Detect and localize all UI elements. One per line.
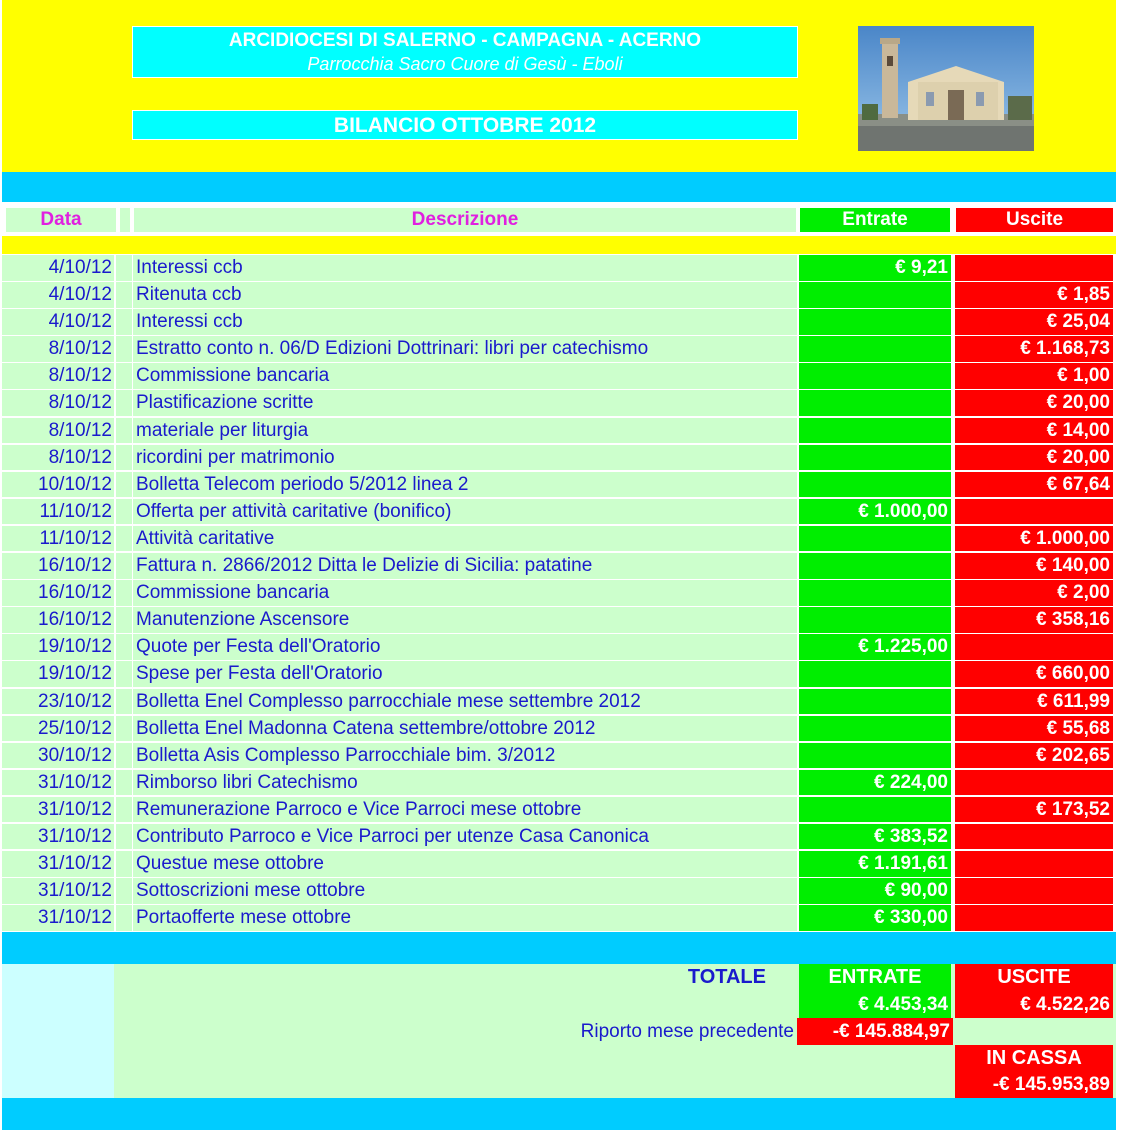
title-banner (132, 26, 798, 78)
row-date: 11/10/12 (2, 499, 114, 525)
row-spacer (116, 770, 132, 796)
bottom-band (2, 1098, 1116, 1130)
row-expense: € 2,00 (955, 580, 1113, 606)
transactions-table (2, 254, 1116, 931)
row-date: 19/10/12 (2, 661, 114, 687)
row-description: Sottoscrizioni mese ottobre (133, 878, 797, 904)
row-spacer (116, 851, 132, 877)
column-income: Entrate (800, 208, 950, 232)
table-row (2, 579, 1116, 606)
row-description: Rimborso libri Catechismo (133, 770, 797, 796)
row-expense: € 55,68 (955, 716, 1113, 742)
table-row (2, 417, 1116, 444)
column-header-row (2, 202, 1116, 236)
row-income (799, 309, 951, 335)
table-row (2, 715, 1116, 742)
table-row (2, 796, 1116, 823)
row-description: Fattura n. 2866/2012 Ditta le Delizie di Sicilia: patatine (133, 553, 797, 579)
row-spacer (116, 499, 132, 525)
row-income (799, 526, 951, 552)
row-spacer (116, 526, 132, 552)
table-row (2, 444, 1116, 471)
totals-section (2, 964, 1116, 1098)
column-expense: Uscite (956, 208, 1113, 232)
diocese-title: ARCIDIOCESI DI SALERNO - CAMPAGNA - ACERNO (228, 30, 702, 51)
row-expense: € 25,04 (955, 309, 1113, 335)
row-date: 11/10/12 (2, 526, 114, 552)
row-expense: € 1.168,73 (955, 336, 1113, 362)
row-description: Questue mese ottobre (133, 851, 797, 877)
row-description: Portaofferte mese ottobre (133, 905, 797, 931)
row-spacer (116, 418, 132, 444)
table-row (2, 471, 1116, 498)
row-description: Bolletta Enel Complesso parrocchiale mese settembre 2012 (133, 689, 797, 715)
row-description: ricordini per matrimonio (133, 445, 797, 471)
row-spacer (116, 445, 132, 471)
row-spacer (116, 661, 132, 687)
row-expense: € 202,65 (955, 743, 1113, 769)
row-expense: € 358,16 (955, 607, 1113, 633)
row-spacer (116, 553, 132, 579)
row-income (799, 336, 951, 362)
row-spacer (116, 390, 132, 416)
row-spacer (116, 743, 132, 769)
row-description: Bolletta Telecom periodo 5/2012 linea 2 (133, 472, 797, 498)
table-row (2, 742, 1116, 769)
row-expense: € 20,00 (955, 390, 1113, 416)
row-spacer (116, 689, 132, 715)
row-expense: € 173,52 (955, 797, 1113, 823)
cash-label: IN CASSA (955, 1045, 1113, 1072)
row-income (799, 661, 951, 687)
row-income: € 224,00 (799, 770, 951, 796)
totals-expense-value: € 4.522,26 (955, 991, 1113, 1018)
row-date: 16/10/12 (2, 553, 114, 579)
table-row (2, 335, 1116, 362)
row-description: Attività caritative (133, 526, 797, 552)
page-header (2, 0, 1116, 172)
row-expense: € 1,85 (955, 282, 1113, 308)
totals-income-value: € 4.453,34 (799, 991, 951, 1018)
row-date: 31/10/12 (2, 905, 114, 931)
table-row (2, 281, 1116, 308)
row-date: 16/10/12 (2, 580, 114, 606)
carry-over-label: Riporto mese precedente (580, 1021, 794, 1042)
column-description: Descrizione (134, 208, 796, 232)
row-date: 8/10/12 (2, 336, 114, 362)
row-date: 30/10/12 (2, 743, 114, 769)
table-row (2, 823, 1116, 850)
row-income (799, 390, 951, 416)
row-income: € 330,00 (799, 905, 951, 931)
totals-left-cell (2, 964, 114, 1098)
church-photo-image (858, 26, 1034, 151)
parish-subtitle: Parrocchia Sacro Cuore di Gesù - Eboli (307, 54, 623, 74)
row-income (799, 445, 951, 471)
totals-label: TOTALE (687, 966, 766, 988)
row-expense: € 611,99 (955, 689, 1113, 715)
table-row (2, 362, 1116, 389)
church-photo (858, 26, 1034, 151)
row-income: € 1.000,00 (799, 499, 951, 525)
cash-value: -€ 145.953,89 (955, 1071, 1113, 1098)
column-spacer (120, 208, 130, 232)
row-income (799, 418, 951, 444)
row-expense (955, 878, 1113, 904)
table-row (2, 308, 1116, 335)
row-income (799, 363, 951, 389)
carry-over-value: -€ 145.884,97 (797, 1018, 953, 1045)
row-expense (955, 905, 1113, 931)
row-spacer (116, 607, 132, 633)
row-date: 16/10/12 (2, 607, 114, 633)
row-spacer (116, 336, 132, 362)
row-date: 31/10/12 (2, 770, 114, 796)
row-description: materiale per liturgia (133, 418, 797, 444)
table-row (2, 525, 1116, 552)
row-date: 8/10/12 (2, 363, 114, 389)
table-row (2, 850, 1116, 877)
table-row (2, 660, 1116, 687)
row-expense (955, 634, 1113, 660)
totals-expense-header: USCITE (955, 964, 1113, 991)
row-spacer (116, 255, 132, 281)
row-spacer (116, 363, 132, 389)
row-expense (955, 770, 1113, 796)
row-date: 31/10/12 (2, 851, 114, 877)
row-description: Offerta per attività caritative (bonifico) (133, 499, 797, 525)
row-date: 8/10/12 (2, 445, 114, 471)
row-description: Commissione bancaria (133, 363, 797, 389)
column-date: Data (6, 208, 116, 232)
row-income: € 1.225,00 (799, 634, 951, 660)
row-spacer (116, 580, 132, 606)
table-row (2, 254, 1116, 281)
table-row (2, 606, 1116, 633)
row-date: 8/10/12 (2, 418, 114, 444)
row-expense: € 20,00 (955, 445, 1113, 471)
row-date: 10/10/12 (2, 472, 114, 498)
row-date: 4/10/12 (2, 309, 114, 335)
row-income (799, 472, 951, 498)
row-description: Interessi ccb (133, 255, 797, 281)
table-row (2, 498, 1116, 525)
row-spacer (116, 905, 132, 931)
row-description: Bolletta Asis Complesso Parrocchiale bim. 3/2012 (133, 743, 797, 769)
row-income: € 383,52 (799, 824, 951, 850)
row-spacer (116, 797, 132, 823)
totals-income-header: ENTRATE (799, 964, 951, 991)
row-date: 31/10/12 (2, 824, 114, 850)
row-expense: € 1.000,00 (955, 526, 1113, 552)
row-spacer (116, 824, 132, 850)
table-row (2, 904, 1116, 931)
row-description: Bolletta Enel Madonna Catena settembre/ottobre 2012 (133, 716, 797, 742)
row-income (799, 743, 951, 769)
row-expense: € 140,00 (955, 553, 1113, 579)
row-expense: € 14,00 (955, 418, 1113, 444)
table-row (2, 877, 1116, 904)
row-description: Quote per Festa dell'Oratorio (133, 634, 797, 660)
report-title: BILANCIO OTTOBRE 2012 (132, 110, 798, 140)
row-description: Spese per Festa dell'Oratorio (133, 661, 797, 687)
row-description: Commissione bancaria (133, 580, 797, 606)
row-expense: € 1,00 (955, 363, 1113, 389)
row-income: € 9,21 (799, 255, 951, 281)
row-income (799, 282, 951, 308)
row-description: Plastificazione scritte (133, 390, 797, 416)
row-spacer (116, 878, 132, 904)
row-description: Estratto conto n. 06/D Edizioni Dottrinari: libri per catechismo (133, 336, 797, 362)
row-expense (955, 255, 1113, 281)
row-spacer (116, 634, 132, 660)
row-spacer (116, 309, 132, 335)
row-income (799, 580, 951, 606)
row-description: Remunerazione Parroco e Vice Parroci mese ottobre (133, 797, 797, 823)
table-row (2, 389, 1116, 416)
row-expense: € 67,64 (955, 472, 1113, 498)
row-date: 23/10/12 (2, 689, 114, 715)
row-expense (955, 851, 1113, 877)
row-income (799, 797, 951, 823)
row-description: Contributo Parroco e Vice Parroci per utenze Casa Canonica (133, 824, 797, 850)
row-description: Interessi ccb (133, 309, 797, 335)
row-income (799, 716, 951, 742)
row-income (799, 689, 951, 715)
row-spacer (116, 716, 132, 742)
top-band (2, 172, 1116, 202)
mid-band (2, 932, 1116, 964)
row-date: 8/10/12 (2, 390, 114, 416)
row-date: 31/10/12 (2, 797, 114, 823)
row-expense (955, 824, 1113, 850)
row-income: € 90,00 (799, 878, 951, 904)
row-date: 25/10/12 (2, 716, 114, 742)
row-spacer (116, 472, 132, 498)
row-description: Manutenzione Ascensore (133, 607, 797, 633)
table-row (2, 769, 1116, 796)
row-date: 19/10/12 (2, 634, 114, 660)
row-expense (955, 499, 1113, 525)
row-income: € 1.191,61 (799, 851, 951, 877)
table-row (2, 552, 1116, 579)
row-income (799, 553, 951, 579)
row-income (799, 607, 951, 633)
row-date: 31/10/12 (2, 878, 114, 904)
separator-strip (2, 236, 1116, 254)
row-description: Ritenuta ccb (133, 282, 797, 308)
row-date: 4/10/12 (2, 255, 114, 281)
table-row (2, 633, 1116, 660)
row-expense: € 660,00 (955, 661, 1113, 687)
row-date: 4/10/12 (2, 282, 114, 308)
table-row (2, 688, 1116, 715)
row-spacer (116, 282, 132, 308)
